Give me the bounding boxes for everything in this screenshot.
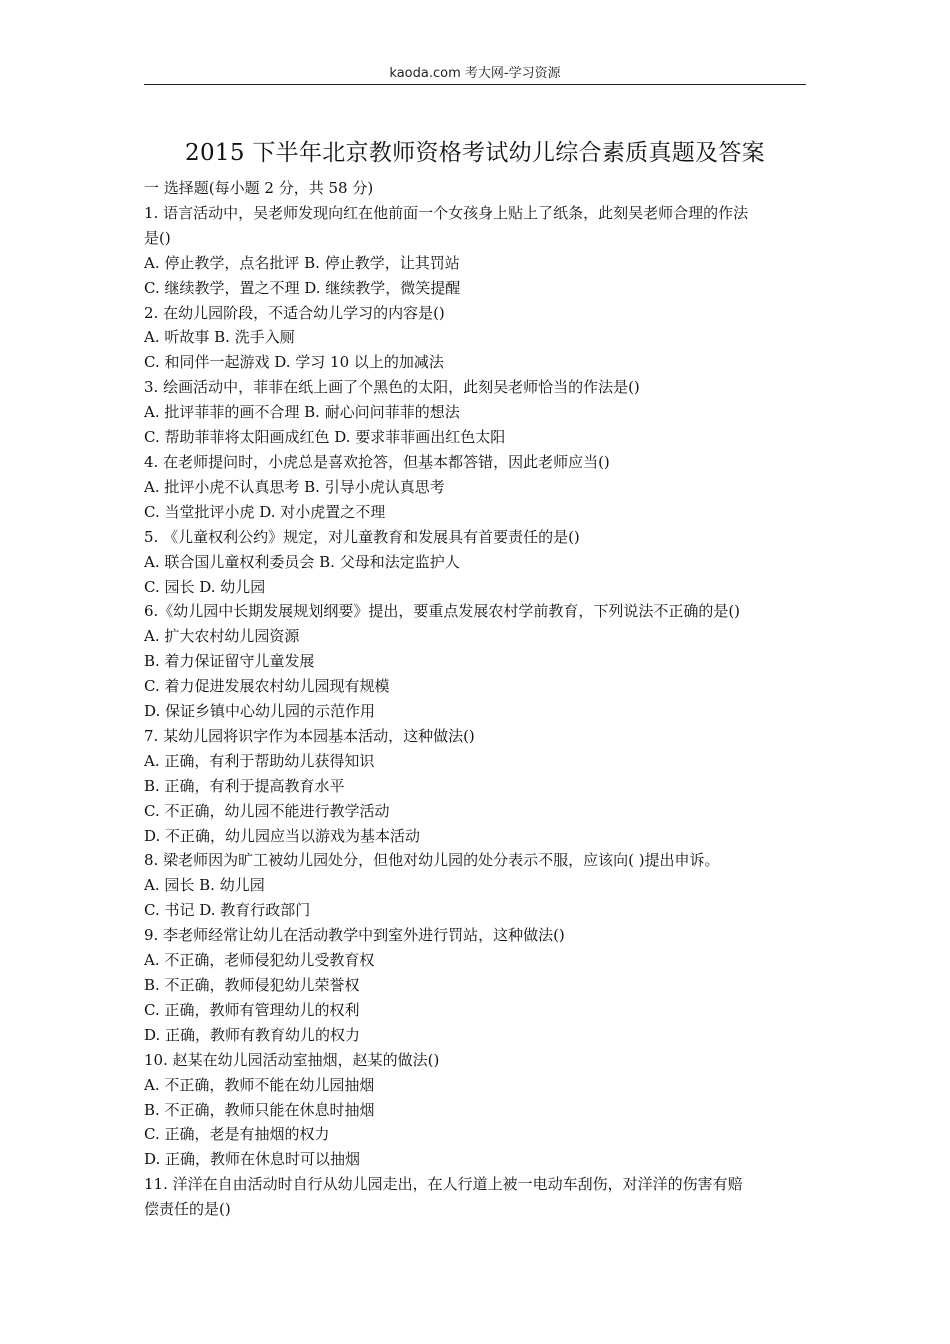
text-line: A. 扩大农村幼儿园资源 [144,627,300,646]
text-line: C. 继续教学，置之不理 D. 继续教学，微笑提醒 [144,278,461,297]
text-line: C. 园长 D. 幼儿园 [144,577,266,596]
text-line: 10. 赵某在幼儿园活动室抽烟，赵某的做法() [144,1050,440,1069]
text-line: C. 不正确，幼儿园不能进行教学活动 [144,801,390,820]
text-line: A. 联合国儿童权利委员会 B. 父母和法定监护人 [144,552,460,571]
text-line: C. 着力促进发展农村幼儿园现有规模 [144,677,390,696]
text-line: B. 不正确，教师侵犯幼儿荣誉权 [144,976,360,994]
text-line: 1. 语言活动中，吴老师发现向红在他前面一个女孩身上贴上了纸条，此刻吴老师合理的作法 [144,203,749,222]
text-line: C. 和同伴一起游戏 D. 学习 10 以上的加减法 [144,353,444,372]
text-line: D. 不正确，幼儿园应当以游戏为基本活动 [144,826,421,845]
text-line: C. 帮助菲菲将太阳画成红色 D. 要求菲菲画出红色太阳 [144,428,506,447]
document-body [144,176,808,1222]
text-line: C. 正确，老是有抽烟的权力 [144,1125,330,1144]
text-line: A. 园长 B. 幼儿园 [144,876,265,895]
document-title: 2015 下半年北京教师资格考试幼儿综合素质真题及答案 [185,140,765,166]
text-line: 2. 在幼儿园阶段，不适合幼儿学习的内容是() [144,303,445,322]
text-line: 5. 《儿童权利公约》规定，对儿童教育和发展具有首要责任的是() [144,527,580,546]
text-line: A. 批评小虎不认真思考 B. 引导小虎认真思考 [144,477,445,496]
text-line: B. 正确，有利于提高教育水平 [144,776,345,795]
header-divider [144,84,806,85]
text-line: C. 当堂批评小虎 D. 对小虎置之不理 [144,502,386,521]
text-line: A. 不正确，教师不能在幼儿园抽烟 [144,1075,375,1094]
text-line: D. 正确，教师在休息时可以抽烟 [144,1150,361,1169]
page-header: kaoda.com 考大网-学习资源 [389,66,561,81]
text-line: A. 停止教学，点名批评 B. 停止教学，让其罚站 [144,253,460,272]
text-line: B. 不正确，教师只能在休息时抽烟 [144,1100,375,1119]
text-line: 6.《幼儿园中长期发展规划纲要》提出，要重点发展农村学前教育，下列说法不正确的是() [144,602,741,621]
text-line: B. 着力保证留守儿童发展 [144,652,315,671]
text-line: 11. 洋洋在自由活动时自行从幼儿园走出，在人行道上被一电动车刮伤，对洋洋的伤害有赔 [144,1175,743,1194]
text-line: A. 不正确，老师侵犯幼儿受教育权 [144,951,375,970]
text-line: 一 选择题(每小题 2 分，共 58 分) [144,179,374,197]
text-line: A. 听故事 B. 洗手入厕 [144,328,295,347]
text-line: 9. 李老师经常让幼儿在活动教学中到室外进行罚站，这种做法() [144,926,565,945]
text-line: 8. 梁老师因为旷工被幼儿园处分，但他对幼儿园的处分表示不服，应该向( )提出申诉。 [144,851,720,870]
text-line: A. 批评菲菲的画不合理 B. 耐心问问菲菲的想法 [144,403,460,422]
text-line: C. 书记 D. 教育行政部门 [144,901,311,920]
text-line: 偿责任的是() [144,1200,231,1219]
text-line: D. 保证乡镇中心幼儿园的示范作用 [144,702,376,721]
text-line: D. 正确，教师有教育幼儿的权力 [144,1025,361,1044]
text-line: 是() [144,228,171,247]
text-line: C. 正确，教师有管理幼儿的权利 [144,1000,360,1019]
text-line: 3. 绘画活动中，菲菲在纸上画了个黑色的太阳，此刻吴老师恰当的作法是() [144,378,640,397]
text-line: 7. 某幼儿园将识字作为本园基本活动，这种做法() [144,726,475,745]
text-line: A. 正确，有利于帮助幼儿获得知识 [144,751,375,770]
text-line: 4. 在老师提问时，小虎总是喜欢抢答，但基本都答错，因此老师应当() [144,452,610,471]
